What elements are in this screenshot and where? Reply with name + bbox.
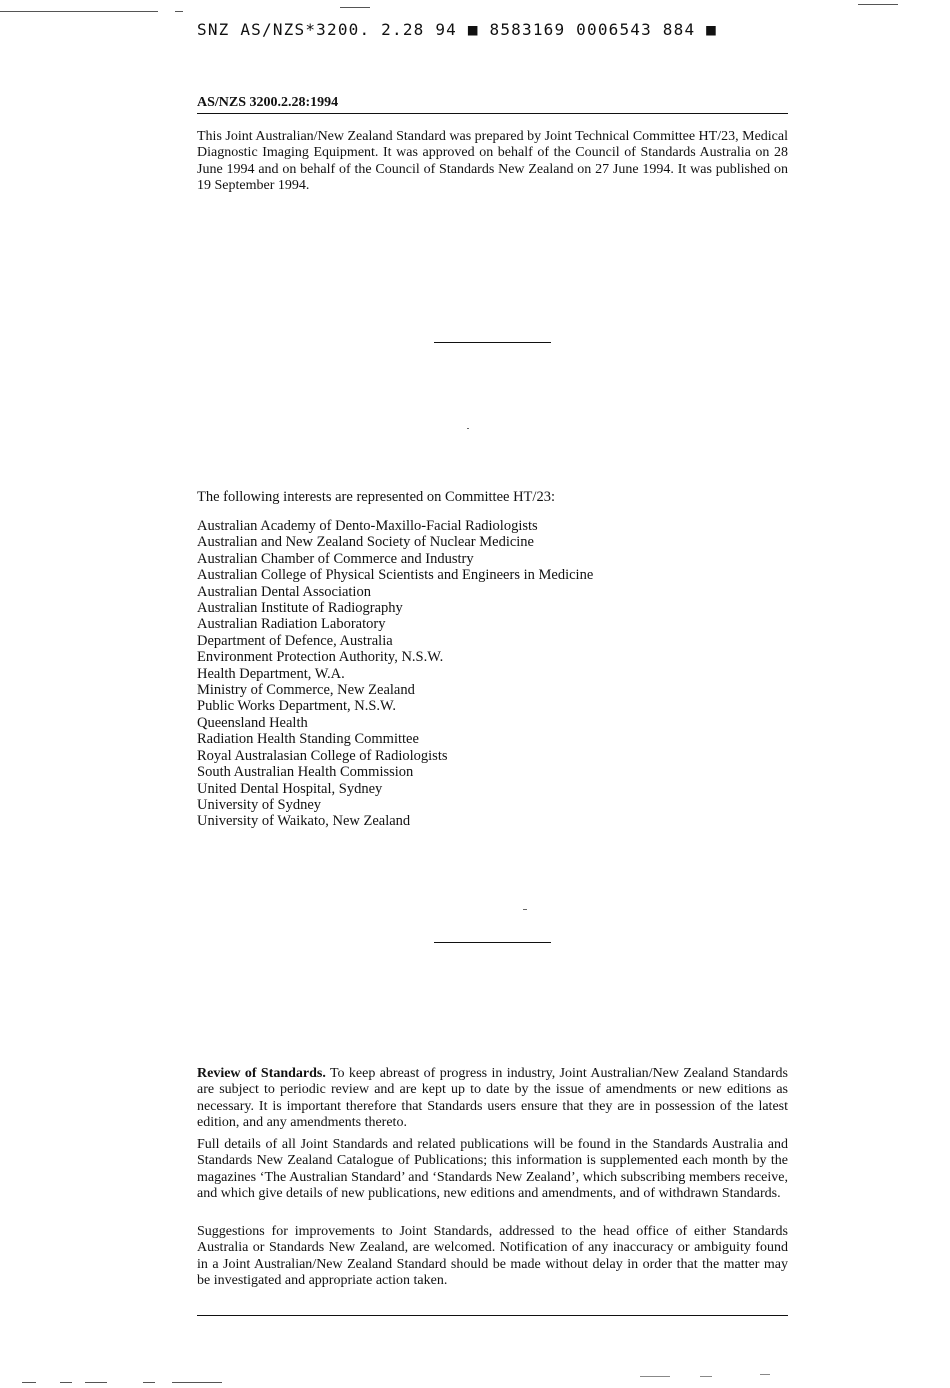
list-item: Australian Radiation Laboratory: [197, 616, 386, 633]
scan-artifact-line: [143, 1382, 155, 1383]
list-item: South Australian Health Commission: [197, 764, 414, 781]
list-item: Australian Chamber of Commerce and Industry: [197, 550, 474, 567]
scan-artifact-line: [340, 7, 370, 8]
preparation-note: This Joint Australian/New Zealand Standard was prepared by Joint Technical Committee HT/23, Medical Diagnostic Imaging Equipment. It was approved on behalf of the Council of Standards Australia on 28 June 1994 and on behalf of the Council of Standards New Zealand on 27 June 1994. It was published on 19 September 1994.: [197, 129, 788, 193]
list-item: Australian Dental Association: [197, 583, 371, 600]
scan-artifact-line: [858, 4, 898, 5]
document-id: AS/NZS 3200.2.28:1994: [197, 95, 339, 110]
scan-artifact-line: [172, 1382, 222, 1383]
scan-header-code: SNZ AS/NZS*3200. 2.28 94 ■ 8583169 0006543 884 ■: [197, 20, 717, 39]
scan-artifact-line: [175, 11, 183, 12]
scan-artifact-line: [640, 1376, 670, 1377]
list-item: Environment Protection Authority, N.S.W.: [197, 649, 444, 666]
scan-artifact-line: [60, 1382, 72, 1383]
list-item: Public Works Department, N.S.W.: [197, 698, 396, 715]
scan-artifact-line: [700, 1376, 712, 1377]
scan-artifact-line: [0, 11, 158, 12]
review-paragraph-2: Full details of all Joint Standards and related publications will be found in the Standards Australia and Standards New Zealand Catalogue of Publications; this information is supplemented each month by the magazines ‘The Australian Standard’ and ‘Standards New Zealand’, which subscribing members receive, and which give details of new publications, new editions and amendments, and of withdrawn Standards.: [197, 1137, 788, 1201]
scan-speck: [523, 909, 527, 910]
footer-rule: [197, 1315, 788, 1316]
list-item: Health Department, W.A.: [197, 665, 345, 682]
list-item: United Dental Hospital, Sydney: [197, 780, 383, 797]
committee-members-list: [197, 518, 593, 830]
section-divider: [434, 942, 551, 943]
list-item: Royal Australasian College of Radiologists: [197, 747, 448, 764]
list-item: Australian Academy of Dento-Maxillo-Facial Radiologists: [197, 518, 538, 534]
list-item: University of Waikato, New Zealand: [197, 813, 411, 830]
committee-intro: The following interests are represented on Committee HT/23:: [197, 489, 555, 505]
scan-speck: [467, 428, 469, 429]
review-paragraph-1: [197, 1066, 788, 1131]
list-item: Radiation Health Standing Committee: [197, 731, 419, 748]
list-item: Australian and New Zealand Society of Nuclear Medicine: [197, 534, 534, 551]
list-item: Australian College of Physical Scientists and Engineers in Medicine: [197, 567, 594, 584]
list-item: Queensland Health: [197, 714, 308, 731]
header-rule: [197, 113, 788, 114]
list-item: Australian Institute of Radiography: [197, 600, 403, 617]
section-divider: [434, 342, 551, 343]
scan-artifact-line: [760, 1374, 770, 1375]
scan-artifact-line: [85, 1382, 107, 1383]
list-item: Department of Defence, Australia: [197, 632, 393, 649]
scan-artifact-line: [22, 1382, 36, 1383]
list-item: University of Sydney: [197, 796, 322, 813]
review-heading: Review of Standards.: [197, 1066, 326, 1081]
review-text-1: To keep abreast of progress in industry, Joint Australian/New Zealand Standards are subject to periodic review and are kept up to date by the issue of amendments or new editions as necessary. It is important therefore that Standards users ensure that they are in possession of the latest edition, and any amendments thereto.: [197, 1066, 788, 1130]
review-paragraph-3: Suggestions for improvements to Joint Standards, addressed to the head office of either Standards Australia or Standards New Zealand, are welcomed. Notification of any inaccuracy or ambiguity found in a Joint Australian/New Zealand Standard should be made without delay in order that the matter may be investigated and appropriate action taken.: [197, 1224, 788, 1288]
list-item: Ministry of Commerce, New Zealand: [197, 682, 415, 699]
